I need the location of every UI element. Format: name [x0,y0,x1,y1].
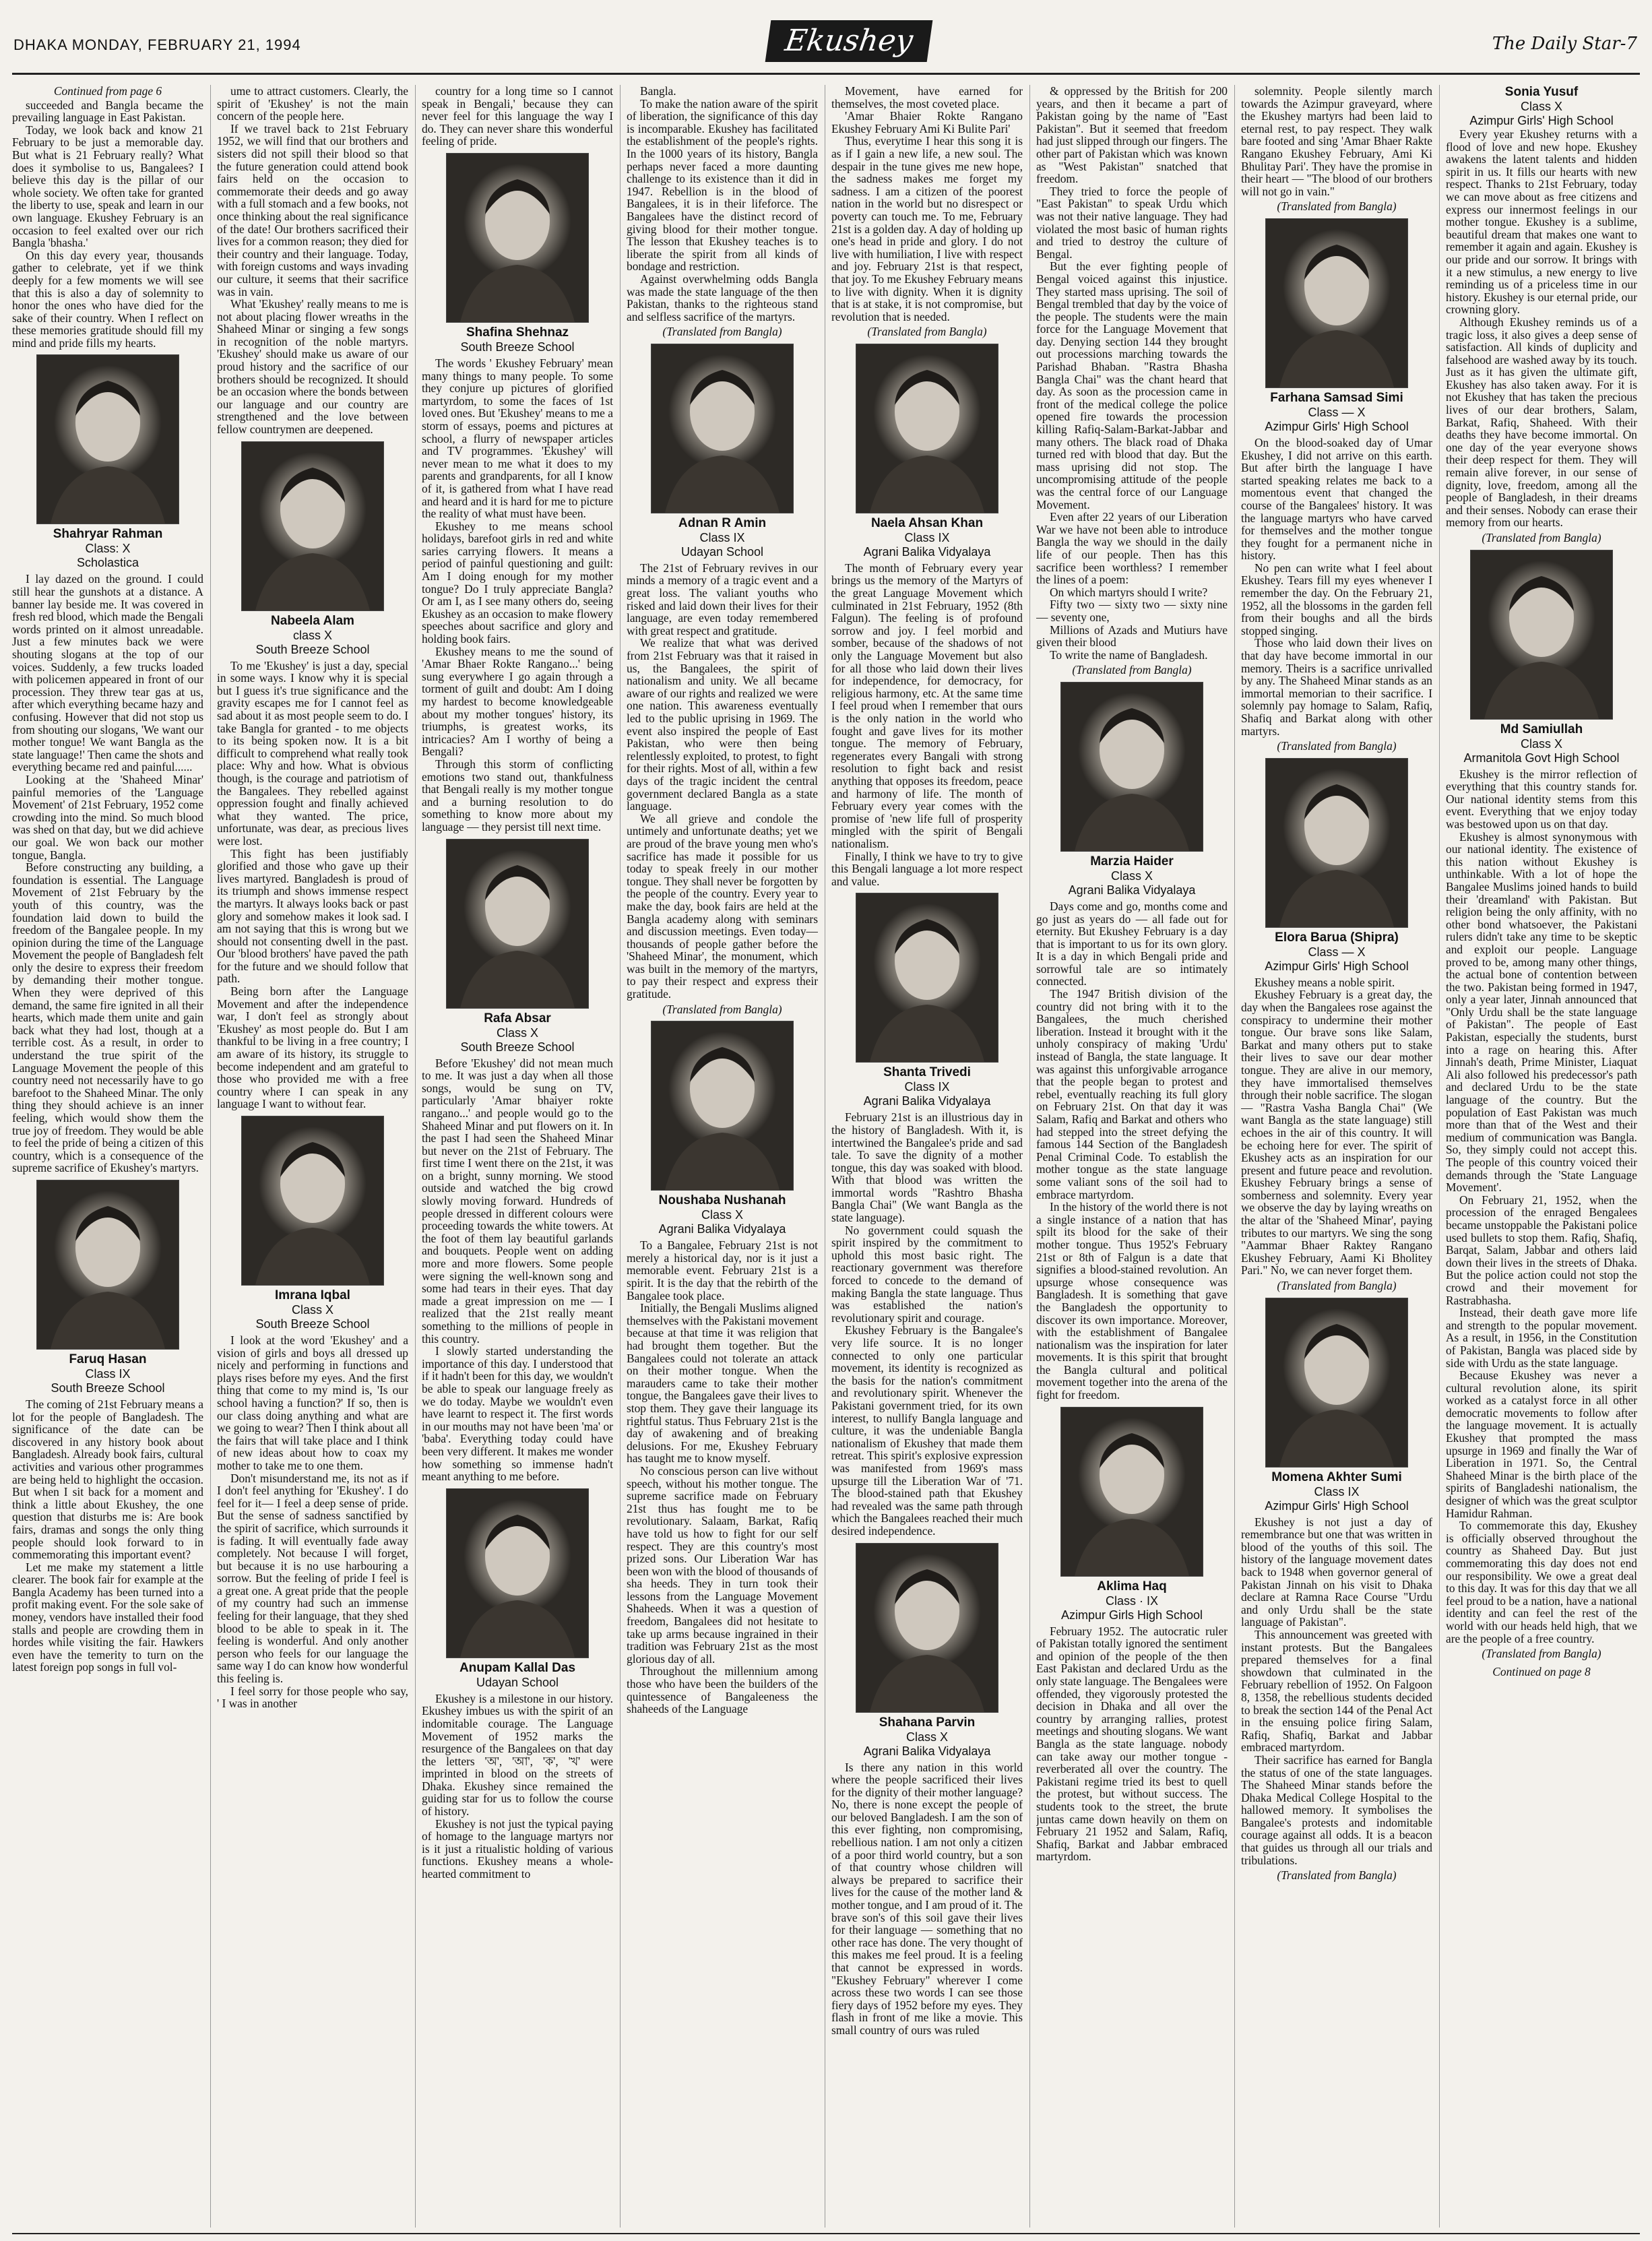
author-portrait [651,344,794,513]
paragraph: Even after 22 years of our Liberation War we have not been able to introduce Bangla the way we should in the daily life of our people. Then has this sacrifice been worthless? I remember the lines of a poem: [1036,510,1228,587]
author-class: Class IX [904,1080,950,1094]
author-name: Nabeela Alam [271,613,354,628]
paragraph: February 1952. The autocratic ruler of Pakistan totally ignored the sentiment and opinion of the people of the then East Pakistan and declared Urdu as the only state language. The Bengalees were offended, they vigorously protested the decision in Dhaka and all over the country by arranging rallies, protest meetings and shouting slogans. We want Bangla as the state language. nobody can take away our mother tongue - reverberated all over the country. The Pakistani regime tried its best to quell the protest, but without success. The students took to the street, the brute juntas came down heavily on them on February 21 1952 and Salam, Rafiq, Shafiq, Barkat and Jabbar embraced martyrdom. [1036,1624,1228,1864]
author-school: Azimpur Girls High School [1060,1608,1203,1622]
continuation-note: Continued on page 8 [1492,1664,1591,1678]
author-name: Shanta Trivedi [883,1065,971,1080]
author-name: Anupam Kallal Das [459,1660,576,1675]
author-portrait [1060,1407,1203,1577]
column-separator [1439,85,1440,2228]
author-byline [12,1180,203,1395]
paragraph: Finally, I think we have to try to give this Bengali language a lot more respect and value. [831,849,1023,888]
paragraph: Ekushey to me means school holidays, barefoot girls in red and white saries carrying flowers. It means a period of painful questioning and guilt: Am I doing enough for my mother tongue? Do I truly appreciate Bangla? Or am I, as I see many others do, seeing Ekushey as an occasion to make flowery speeches about sacrifice and glory and holding book fairs. [422,519,613,646]
author-portrait [1265,758,1408,928]
author-class: Class IX [1314,1484,1360,1498]
author-class: Class IX [699,530,745,544]
paragraph: On this day every year, thousands gather to celebrate, yet if we think deeply for a few moments we will see that this is also a day of solemnity to honor the ones who have died for the sake of their country. When I reflect on these memories gratitude should fill my mind and pride fills my hearts. [12,248,203,350]
paragraph: Because Ekushey was never a cultural revolution alone, its spirit worked as a catalyst force in all other democratic movements to follow after the language movement. It is actually Ekushey that prompted the mass upsurge in 1969 and finally the War of Liberation in 1971. So, the Central Shaheed Minar is the birth place of the spirits of Bangladeshi nationalism, the designer of which was the great sculptor Hamidur Rahman. [1446,1368,1637,1520]
paragraph: Ekushey is not just the typical paying of homage to the language martyrs nor is it just a ritualistic holding of various functions. Ekushey means a whole-hearted commitment to [422,1817,613,1881]
paragraph: We realize that what was derived from 21st February was that it raised in us, the Bangalees, the spirit of nationalism and unity. We all became aware of our rights and realized we were one nation. This awareness eventually led to the public uprising in 1969. The event also inspired the people of East Pakistan, who were then being relentlessly exploited, to protest, to fight for their rights. Most of all, within a few days of the tragic incident the central government declared Bangla as a state language. [627,636,818,813]
paragraph: Initially, the Bengali Muslims aligned themselves with the Pakistani movement because at that time it was religion that had brought them together. But the Bangalees could not tolerate an attack on their mother tongue. When the marauders came to take their mother tongue, the Bangalees gave their lives to stop them. They gave their language its rightful status. Thus February 21st is the day of awakening and of breaking delusions. For me, Ekushey February has taught me to know myself. [627,1301,818,1465]
paragraph: Is there any nation in this world where the people sacrificed their lives for the dignity of their mother language? No, there is none except the people of our beloved Bangladesh. I am the son of this ever fighting, non compromising, rebellious nation. I am not only a citizen of a poor third world country, but a son of that country whose children will always be prepared to sacrifice their lives for the cause of the mother land & mother tongue, and I am proud of it. The brave son's of this soil gave their lives for their language — something that no other race has done. The very thought of this makes me feel proud. It is a feeling that cannot be expressed in words. "Ekushey February" wherever I come across these two words I can see those fiery days of 1952 before my eyes. They flash in front of me like a movie. This small country of ours was ruled [831,1760,1023,2037]
paragraph: February 21st is an illustrious day in the history of Bangladesh. With it, is intertwined the Bangalee's pride and sad tale. To save the dignity of a mother tongue, this day was soaked with blood. With that blood was written the immortal words "Rashtro Bhasha Bangla Chai" (We want Bangla as the state language). [831,1110,1023,1225]
paragraph: On the blood-soaked day of Umar Ekushey, I did not arrive on this earth. But after birth the language I have started speaking relates me back to a momentous event that changed the course of the Bangalees' history. It was the language martyrs who have carved for themselves and the mother tongue they fought for a permanent niche in history. [1241,435,1432,563]
column-6 [1036,85,1228,2228]
author-portrait [446,153,589,323]
paragraph: 'Amar Bhaier Rokte Rangano Ekushey February Ami Ki Bulite Pari' [831,109,1023,135]
author-name: Shahryar Rahman [53,527,163,542]
author-class: Class X [1520,100,1562,113]
paragraph: Before constructing any building, a foundation is essential. The Language Movement of 21st February by the youth of this country, was the foundation laid down to build the freedom of the Bangalee people. In my opinion during the time of the Language Movement the people of Bangladesh felt only the desire to express their freedom by demanding their mother tongue. When they were deprived of this demand, the same fire ignited in all their hearts, which made them unite and gain back what they had lost, though at a terrible cost. As a result, in order to understand the true spirit of the Language Movement the people of this country need not necessarily have to go barefoot to the Shaheed Minar. The only thing they should achieve is an inner feeling, which would show them the true joy of freedom. They would be able to feel the pride of being a citizen of this country, which is a consequence of the supreme sacrifice of Ekushey's martyrs. [12,860,203,1175]
translation-note: (Translated from Bangla) [662,325,782,339]
paragraph: Let me make my statement a little clearer. The book fair for example at the Bangla Academy has been turned into a profit making event. For the sole sake of money, vendors have installed their food stalls and people are crowding them in hordes while visiting the fair. Hawkers even have the temerity to turn on the latest foreign pop songs in full vol- [12,1560,203,1674]
paragraph: Instead, their death gave more life and strength to the popular movement. As a result, in 1956, in the Constitution of Pakistan, Bangla was placed side by side with Urdu as the state language. [1446,1306,1637,1370]
author-portrait [36,354,179,524]
paragraph: Ekushey is not just a day of remembrance but one that was written in blood of the youths of this soil. The history of the language movement dates back to 1948 when governor general of Pakistan Jinnah on his visit to Dhaka declare at Ramna Race Course "Urdu and only Urdu shall be the state language of Pakistan". [1241,1515,1432,1629]
masthead-rule [12,73,1640,75]
author-byline [12,354,203,570]
paragraph: I lay dazed on the ground. I could still hear the gunshots at a distance. A banner lay beside me. It was covered in fresh red blood, which made the Bengali words printed on it almost unreadable. Just a few minutes back we were shouting slogans at the top of our voices. Suddenly, a few trucks loaded with policemen appeared in front of our procession. They threw tear gas at us, after which everything became hazy and confusing. However that did not stop us from shouting our slogans, 'We want our mother tongue! We want Bangla as the state language!' Then came the shots and everything became red and painful...... [12,572,203,774]
author-class: Class X [1110,869,1153,883]
translation-note: (Translated from Bangla) [1277,739,1397,753]
masthead [0,0,1652,75]
author-byline [1446,550,1637,765]
author-byline [217,441,408,657]
author-byline [1241,758,1432,974]
author-school: South Breeze School [255,1317,370,1331]
paragraph: Days come and go, months come and go just as years do — all fade out for eternity. But Ekushey February is a day that is important to us for its own glory. It is a day in which Bengali pride and sorrowful tale are so intimately connected. [1036,899,1228,988]
author-byline [627,344,818,559]
paragraph: I feel sorry for those people who say, ' I was in another [217,1684,408,1711]
author-name: Adnan R Amin [678,515,767,530]
paragraph: This announcement was greeted with instant protests. But the Bangalees prepared themselves for a final showdown that culminated in the February rebellion of 1952. On Falgoon 8, 1358, the rebellious students decided to break the section 144 of the Penal Act in the ensuing police firing Salam, Rafiq, Shafiq, Barkat and Jabbar embraced martyrdom. [1241,1627,1432,1755]
column-4 [627,85,818,2228]
column-7 [1241,85,1432,2228]
paragraph: Fifty two — sixty two — sixty nine — seventy one, [1036,598,1228,624]
author-class: Class X [496,1025,538,1040]
author-class: Class IX [85,1366,131,1381]
author-byline [831,344,1023,559]
author-name: Elora Barua (Shipra) [1275,930,1399,945]
paragraph: They tried to force the people of "East Pakistan" to speak Urdu which was not their native language. They had violated the most basic of human rights and tried to destroy the culture of Bengal. [1036,184,1228,261]
author-school: Udayan School [680,544,764,559]
paragraph: Don't misunderstand me, its not as if I don't feel anything for 'Ekushey'. I do feel for it— I feel a deep sense of pride. But the sense of sadness sanctified by the spirit of sacrifice, which surrounds it is fading. It will eventually fade away completely. Not because I will forget, but because it is no use harbouring a sorrow. But the feeling of pride I feel is a great one. A great pride that the people of my country had such an immense feeling for their language, that they shed blood to be able to speak in it. The feeling is wonderful. And only another person who feels for our language the same way I do can know how wonderful this feeling is. [217,1471,408,1686]
paragraph: The coming of 21st February means a lot for the people of Bangladesh. The significance of the date can be discovered in any history book about Bangladesh. Already book fairs, cultural activities and various other programmes are being held to highlight the occasion. But when I sit back for a moment and think a little about Ekushey, the one question that disturbs me is: Are book fairs, dramas and songs the only thing people should look forward to in commemorating this important event? [12,1397,203,1562]
author-school: South Breeze School [51,1381,165,1395]
paragraph: The 1947 British division of the country did not bring with it to the Bangalees, the much cherished liberation. Instead it brought with it the unholy conspiracy of making 'Urdu' instead of Bangla, the state language. It was against this unforgivable arrogance that the people began to protest and rebel, eventually reaching its full glory on February 21st. On that day it was Salam, Rafiq and Barkat and others who had stepped into the street defying the famous 144 Section of the Bangladesh Penal Criminal Code. To establish the mother tongue as the state language some valiant sons of the soil had to embrace martyrdom. [1036,987,1228,1201]
author-school: Azimpur Girls' High School [1265,1498,1409,1513]
column-separator [620,85,621,2228]
paragraph: Movement, have earned for themselves, the most coveted place. [831,85,1023,111]
paragraph: Ekushey means to me the sound of 'Amar Bhaer Rokte Rangano...' being sung everywhere I go again through a torment of guilt and doubt: Am I doing my hardest to become knowledgeable about my mother tongues' history, its triumphs, is greatest works, its intricacies? Am I worthy of being a Bengali? [422,644,613,759]
column-3 [422,85,613,2228]
paragraph: Being born after the Language Movement and after the independence war, I don't feel as strongly about 'Ekushey' as most people do. But I am thankful to be living in a free country; I am aware of its history, its struggle to become independent and am grateful to those who provided me with a free country where I can speak in any language I want to without fear. [217,984,408,1111]
footer-rule [12,2233,1640,2234]
author-byline [217,1116,408,1331]
author-name: Noushaba Nushanah [658,1193,786,1208]
paragraph: No conscious person can live without speech, without his mother tongue. The supreme sacrifice made on February 21st thus has fought me to be revolutionary. Salaam, Barkat, Rafiq have told us how to fight for our self respect. They are this country's most prized sons. Our Liberation War has been won with the blood of thousands of sha heeds. They in turn took their lessons from the Language Movement Shaheeds. When it was a question of freedom, Bangalees did not hesitate to take up arms because ingrained in their tradition was February 21st as the most glorious day of all. [627,1463,818,1666]
column-8 [1446,85,1637,2228]
author-name: Faruq Hasan [69,1352,147,1366]
paragraph: I look at the word 'Ekushey' and a vision of girls and boys all dressed up nicely and performing in functions and plays rises before my eyes. And the first thing that come to my mind is, 'Is our school having a function?' If so, then is our class doing anything and what are we going to wear? Then I think about all the fairs that will take place and I think of new ideas about how to coax my mother to take me to one them. [217,1333,408,1472]
author-class: class X [292,628,333,642]
paragraph: Millions of Azads and Mutiurs have given their blood [1036,623,1228,650]
paragraph: To a Bangalee, February 21st is not merely a historical day, nor is it just a memorable event. February 21st is a spirit. It is the day that the rebirth of the Bangalee took place. [627,1238,818,1302]
author-byline [422,1488,613,1690]
paragraph: country for a long time so I cannot speak in Bengali,' because they can never feel for this language the way I do. They can never share this wonderful feeling of pride. [422,85,613,148]
column-5 [831,85,1023,2228]
continuation-note: Continued from page 6 [53,85,162,98]
paragraph: We all grieve and condole the untimely and unfortunate deaths; yet we are proud of the brave young men who's sacrifice has made it possible for us today to speak freely in our mother tongue. They shall never be forgotten by the people of the country. Every year to make the day, book fairs are held at the Bangla academy along with seminars and discussion meetings. Even today— thousands of people gather before the 'Shaheed Minar', the monument, which was built in the memory of the martyrs, to pay their respect and express their gratitude. [627,811,818,1001]
paragraph: Bangla. [640,85,676,98]
author-portrait [1265,1298,1408,1467]
paragraph: This fight has been justifiably glorified and those who gave up their lives martyred. Bangladesh is proud of its triumph and shows immense respect the martyrs. It always looks back or past glory and somehow makes it look sad. I am not saying that this is wrong but we should not consenting dwell in the past. Our 'blood brothers' have paved the path for the future and we should follow that path. [217,846,408,986]
author-school: Agrani Balika Vidyalaya [863,1094,991,1108]
author-portrait [241,1116,384,1286]
author-portrait [241,441,384,611]
translation-note: (Translated from Bangla) [1482,531,1601,544]
paragraph: What 'Ekushey' really means to me is not about placing flower wreaths in the Shaheed Minar or singing a few songs in recognition of the noble martyrs. 'Ekushey' should make us aware of our proud history and the sacrifice of our brothers should be recognized. It should be an occasion where the bonds between our language and our country are strengthened and the love between fellow countrymen are deepened. [217,297,408,437]
section-title: Ekushey [765,20,933,62]
author-portrait [36,1180,179,1350]
author-name: Aklima Haq [1097,1579,1167,1593]
translation-note: (Translated from Bangla) [1482,1647,1601,1661]
author-portrait [856,893,998,1063]
paragraph: Every year Ekushey returns with a flood of love and new hope. Ekushey awakens the latent talents and hidden spirit in us. It fills our hearts with new respect. Thanks to 21st February, today we can move about as free citizens and express our innermost feelings in our mother tongue. Ekushey is a sublime, beautiful dream that makes one want to remember it again and again. Ekushey is our pride and our sorrow. It brings with it a new stimulus, a new energy to live reminding us of a priceless time in our history. Ekushey is our eternal pride, our crowning glory. [1446,127,1637,317]
paragraph: Throughout the millennium among those who have been the builders of the quintessence of Bangaleeness the shaheeds of the Language [627,1664,818,1716]
author-class: Class X [701,1208,743,1222]
paragraph: Against overwhelming odds Bangla was made the state language of the then Pakistan, thanks to the righteous stand and selfless sacrifice of the martyrs. [627,272,818,323]
author-class: Class — X [1308,945,1366,959]
author-portrait [1060,682,1203,852]
author-school: Agrani Balika Vidyalaya [863,544,991,559]
author-school: Agrani Balika Vidyalaya [1068,883,1196,897]
paragraph: On which martyrs should I write? [1050,585,1208,599]
author-school: Azimpur Girls' High School [1469,114,1614,127]
paragraph: Today, we look back and know 21 February to be just a memorable day. But what is 21 February really? What does it symbolise to us, Bangalees? I believe this day is the pillar of our whole society. We often take for granted the liberty to use, speak and learn in our own language. Ekushey February is an occasion to feel exalted over our rich Bangla 'bhasha.' [12,123,203,250]
author-class: Class X [906,1730,948,1744]
paragraph: Ekushey is almost synonymous with our national identity. The existence of this nation without Ekushey is unthinkable. With a lot of hope the Bangalee Muslims joined hands to build their 'dreamland' with Pakistan. But religion being the only affinity, with no other bond whatsoever, the Pakistani rulers didn't take any time to be skeptic and exploit our people. Language proved to be, among many other things, the actual bone of contention between the two. Pakistan being formed in 1947, only a year later, Jinnah announced that "Only Urdu shall be the state language of Pakistan". The people of East Pakistan, especially the students, burst into a rage on hearing this. After Jinnah's death, Prime Minister, Liaquat Ali also followed his predecessor's path and declared Urdu to be the state language of the country. But the population of East Pakistan was much more than that of the West and their medium of communication was Bangla. So, they simply could not accept this. The people of this country voiced their demands through the 'State Language Movement'. [1446,829,1637,1195]
paragraph: The words ' Ekushey February' mean many things to many people. To some they conjure up pictures of glorified martyrdom, to some the faces of 1st loved ones. But 'Ekushey' means to me a storm of essays, poems and pictures at school, a flurry of newspaper articles and TV programmes. 'Ekushey' will never mean to me what it does to my parents and grandparents, for all I know of it, is gathered from what I have read and heard and it is hard for me to picture the reality of what must have been. [422,356,613,521]
paragraph: To me 'Ekushey' is just a day, special in some ways. I know why it is special but I guess it's true significance and the gravity escapes me for I cannot feel as sad about it as most people seem to do. I take Bangla for granted - to me objects to its being spoken now. It is a bit difficult to comprehend what really took place: Why and how. What is obvious though, is the courage and patriotism of the Bangalees. They rebelled against oppression fought and finally achieved what they wanted. The price, unfortunate, was dear, as precious lives were lost. [217,658,408,848]
paragraph: ume to attract customers. Clearly, the spirit of 'Ekushey' is not the main concern of the people here. [217,85,408,123]
paragraph: Although Ekushey reminds us of a tragic loss, it also gives a deep sense of satisfaction. All kinds of duplicity and falsehood are washed away by its touch. Just as it has given the ultimate gift, Ekushey has also taken away. For it is not Ekushey that has taken the precious lives of our dear brothers, Salam, Barkat, Rafiq, Shaheed. With their deaths they have become immortal. On one day of the year everyone shows their deep respect for them. They will remain alive forever, in our sense of dignity, love, freedom, among all the people of Bangladesh, in their dreams and their senses. Nobody can erase their memory from our hearts. [1446,315,1637,530]
paragraph: On February 21, 1952, when the procession of the enraged Bengalees became unstoppable the Pakistani police used bullets to stop them. Rafiq, Shafiq, Barqat, Salam, Jabbar and others laid down their lives in the streets of Dhaka. But the police action could not stop the crowd and their movement for Rastrabhasha. [1446,1193,1637,1307]
paragraph: Ekushey is the mirror reflection of everything that this country stands for. Our national identity stems from this event. Everything that we enjoy today was bestowed upon us on that day. [1446,767,1637,831]
paragraph: To commemorate this day, Ekushey is officially observed throughout the country as Shaheed Day. But just commemorating this day does not end our responsibility. We owe a great deal to this day. It was for this day that we all feel proud to be a nation, have a national identity and can feel the rest of the world with our heads held high, that we are the people of a free country. [1446,1519,1637,1645]
author-portrait [446,1488,589,1658]
author-school: Scholastica [76,556,139,570]
author-portrait [856,1543,998,1713]
column-separator [415,85,416,2228]
translation-note: (Translated from Bangla) [867,325,987,339]
paragraph: But the ever fighting people of Bengal voiced against this injustice. They started mass uprising. The soil of Bengal trembled that day by the voice of the people. The students were the main force for the Language Movement that day. Denying section 144 they brought out processions marching towards the Parishad Bhaban. "Rastra Bhasha Bangla Chai" was the chant heard that day. As soon as the procession came in front of the medical college the police opened fire towards the procession killing Rafiq-Salam-Barkat-Jabbar and many others. The black road of Dhaka turned red with blood that day. But the mass uprising did not stop. The uncompromising attitude of the people was the central force of our Language Movement. [1036,259,1228,511]
paragraph: Before 'Ekushey' did not mean much to me. It was just a day when all those songs, would be sung on TV, particularly 'Amar bhaiyer rokte rangano...' and people would go to the Shaheed Minar and put flowers on it. In the past I had seen the Shaheed Minar but never on the 21st of February. The first time I went there on the 21st, it was on a bright, sunny morning. We stood outside and watched the big crowd slowly moving forward. Hundreds of people dressed in different colours were proceeding towards the white towers. At the foot of them lay beautiful garlands and bouquets. People went on adding more and more flowers. Some people were signing the well-known song and some had tears in their eyes. That day made a great impression on me — I realized that the 21st really meant something to the millions of people in this country. [422,1056,613,1346]
dateline: DHAKA MONDAY, FEBRUARY 21, 1994 [13,36,301,53]
paragraph: No government could squash the spirit inspired by the commitment to uphold this most basic right. The reactionary government was therefore forced to concede to the demand of making Bangla the state language. Thus was established the nation's revolutionary spirit and courage. [831,1223,1023,1325]
author-portrait [446,839,589,1009]
author-byline [422,153,613,354]
paragraph: The 21st of February revives in our minds a memory of a tragic event and a great loss. The valiant youths who risked and laid down their lives for their language, are even today remembered with great respect and gratitude. [627,561,818,637]
author-school: Agrani Balika Vidyalaya [863,1744,991,1758]
paper-page-label: The Daily Star-7 [1492,34,1637,54]
author-class: Class IX [904,530,950,544]
author-class: Class — X [1308,405,1366,419]
author-school: South Breeze School [460,1040,575,1054]
paragraph: No pen can write what I feel about Ekushey. Tears fill my eyes whenever I remember the day. On the February 21, 1952, all the blossoms in the garden fell from their boughs and all the birds stopped singing. [1241,561,1432,637]
translation-note: (Translated from Bangla) [1277,1279,1397,1293]
author-class: Class X [1520,736,1562,751]
author-byline [627,1021,818,1236]
author-byline [831,893,1023,1108]
author-byline [1036,682,1228,897]
paragraph: Ekushey February is a great day, the day when the Bangalees rose against the conspiracy to undermine their mother tongue. Our brave sons like Salam, Barkat and many others put to stake their lives to save our dear mother tongue. They are alive in our memory, they have immortalised themselves through their noble sacrifice. The slogan — "Rastra Vasha Bangla Chai" (We want Bangla as the state language) still echoes in the air of this country. It will be echoing here for ever. The spirit of Ekushey acts as an inspiration for our present and future peace and revolution. Ekushey February brings a sense of somberness and solemnity. Every year we observe the day by laying wreaths on the altar of the 'Shaheed Minar', paying tributes to our martyrs. We sing the song "Aammar Bhaer Raktey Rangano Ekushey February, Aami Ki Bholitey Pari." No, we can never forget them. [1241,988,1432,1277]
paragraph: The month of February every year brings us the memory of the Martyrs of the great Language Movement which culminated in 21st February, 1952 (8th Falgun). The feeling is of profound sorrow and joy. I feel morbid and somber, because of the shadows of not only the Language Movement but also for all those who laid down their lives for independence, for democracy, for religious harmony, etc. At the same time I feel proud when I remember that ours is the only nation in the world who fought and gave lives for its mother tongue. The memory of February, regenerates every Bangali with strong resolution to fight back and resist anything that opposes its freedom, peace and harmony of life. The month of February every year comes with the promise of 'new life full of prosperity mingled with the spirit of Bengali nationalism. [831,561,1023,850]
author-school: Udayan School [476,1675,559,1689]
paragraph: Ekushey is a milestone in our history. Ekushey imbues us with the spirit of an indomitable courage. The Language Movement of 1952 marks the resurgence of the Bangalees on that day the letters 'অ', 'আ', 'ক', 'খ' were imprinted in blood on the streets of Dhaka. Ekushey since remained the guiding star for us to follow the course of history. [422,1691,613,1819]
paragraph: Their sacrifice has earned for Bangla the status of one of the state languages. The Shaheed Minar stands before the Dhaka Medical College Hospital to the hallowed memory. It symbolises the Bangalee's protests and indomitable courage against all odds. It is a beacon that guides us through all our trials and tribulations. [1241,1753,1432,1867]
author-school: South Breeze School [255,642,370,656]
translation-note: (Translated from Bangla) [1277,1868,1397,1883]
translation-note: (Translated from Bangla) [1277,199,1397,214]
translation-note: (Translated from Bangla) [662,1002,782,1016]
paragraph: I slowly started understanding the importance of this day. I understood that if it hadn't been for this day, we wouldn't be able to speak our language freely as we do today. Maybe we wouldn't even have learnt to respect it. The first words in our mouths may not have been 'ma' or 'baba'. Everything today could have been very different. It makes me wonder how something so immense hadn't meant anything to me before. [422,1344,613,1484]
author-byline [1241,218,1432,434]
translation-note: (Translated from Bangla) [1072,663,1192,677]
author-name: Naela Ahsan Khan [870,515,984,530]
column-separator [210,85,211,2228]
author-name: Momena Akhter Sumi [1271,1470,1402,1484]
author-portrait [651,1021,794,1191]
paragraph: If we travel back to 21st February 1952, we will find that our brothers and sisters did not spill their blood so that the future generation could attend book fairs held on the occasion to commemorate their deeds and go away with a full stomach and a few books, not once thinking about the real significance of the date! Our brothers sacrificed their lives for a common reason; they died for their country and their language. Today, with foreign customs and ways invading our culture, it seems that their sacrifice was in vain. [217,121,408,298]
paragraph: Thus, everytime I hear this song it is as if I gain a new life, a new soul. The despair in the tune gives me new hope, the sadness makes me forget my sadness. I am a citizen of the poorest nation in the world but no disrespect or poverty can touch me. To me, February 21st is a golden day. A day of holding up one's head in pride and glory. I do not live with humiliation, I live with respect and joy. February 21st is that respect, that joy. To me Ekushey February means to live with dignity. When it is dignity that is at stake, it is not compromise, but revolution that is needed. [831,134,1023,323]
paragraph: Ekushey means a noble spirit. [1254,975,1395,989]
column-separator [1234,85,1235,2228]
author-name: Md Samiullah [1500,722,1583,736]
paragraph: succeeded and Bangla became the prevailing language in East Pakistan. [12,98,203,125]
author-school: Azimpur Girls' High School [1265,419,1409,433]
paragraph: To make the nation aware of the spirit of liberation, the significance of this day is incomparable. Ekushey has facilitated the establishment of the people's rights. In the 1000 years of its history, Bangla perhaps never faced a more daunting challenge to its existence than it did in 1947. Rebellion is in the blood of Bangalees, it is in their lifeforce. The Bangalees have the distinct record of giving blood for their mother tongue. The lesson that Ekushey teaches is to liberate the spirit from all kinds of bondage and restriction. [627,96,818,274]
paragraph: solemnity. People silently march towards the Azimpur graveyard, where the Ekushey martyrs had been laid to eternal rest, to pay respect. They walk bare footed and sing 'Amar Bhaer Rakte Rangano Ekushey February, Ami Ki Bhulitay Pari'. They have the promise in their heart — "The blood of our brothers will not go in vain." [1241,85,1432,198]
author-byline [422,839,613,1054]
author-portrait [856,344,998,513]
author-portrait [1470,550,1613,720]
author-name: Shahana Parvin [879,1715,976,1730]
author-school: Armanitola Govt High School [1463,751,1620,765]
author-school: South Breeze School [460,340,575,354]
column-2 [217,85,408,2228]
author-school: Agrani Balika Vidyalaya [658,1222,786,1236]
author-name: Rafa Absar [484,1011,551,1025]
author-class: Class: X [85,542,131,556]
author-school: Azimpur Girls' High School [1265,959,1409,973]
author-portrait [1265,218,1408,388]
paragraph: To write the name of Bangladesh. [1050,648,1208,662]
paragraph: Ekushey February is the Bangalee's very life source. It is no longer connected to only one particular movement, its identity is recognized as the basis for the nation's commitment and revolutionary spirit. Whenever the Pakistani government tried, for its own interest, to nullify Bangla language and culture, it was the undeniable Bangla nationalism of Ekushey that made them retreat. This spirit's explosive expression was manifested from 1969's mass upsurge till the Liberation War of '71. The blood-stained path that Ekushey had revealed was the same path through which the Bangalees reached their much desired independence. [831,1323,1023,1538]
paragraph: & oppressed by the British for 200 years, and then it became a part of Pakistan going by the name of "East Pakistan". But it seemed that freedom had just slipped through our fingers. The other part of Pakistan which was known as "West Pakistan" snatched that freedom. [1036,85,1228,186]
author-byline [831,1543,1023,1759]
author-name: Sonia Yusuf [1504,85,1579,99]
column-separator [1029,85,1030,2228]
paragraph: Through this storm of conflicting emotions two stand out, thankfulness that Bengali really is my mother tongue and a burning resolution to do something to know more about my language — they persist till next time. [422,757,613,833]
column-1 [12,85,203,2228]
author-name: Shafina Shehnaz [466,325,569,340]
author-class: Class X [291,1303,333,1317]
author-byline [1241,1298,1432,1513]
paragraph: Those who laid down their lives on that day have become immortal in our memory. Theirs is a sacrifice unrivalled by any. The Shaheed Minar stands as an immortal memorian to their sacrifice. I solemnly pay homage to Salam, Rafiq, Shafiq and Barkat along with other martyrs. [1241,636,1432,738]
paragraph: In the history of the world there is not a single instance of a nation that has spilt its blood for the sake of their mother tongue. Thus 1952's February 21st or 8th of Falgun is a date that signifies a blood-stained revolution. An upsurge whose consequence was Bangladesh. It is something that gave the Bangladesh the opportunity to discover its own importance. Moreover, with the establishment of Bangalee nationalism was the inspiration for later movements. It is this spirit that brought the Bangla cultural and political movement together into the arena of the fight for freedom. [1036,1200,1228,1402]
author-byline [1036,1407,1228,1622]
author-name: Marzia Haider [1090,854,1174,869]
author-name: Imrana Iqbal [275,1288,350,1302]
author-class: Class · IX [1105,1593,1158,1608]
author-name: Farhana Samsad Simi [1270,390,1403,405]
paragraph: Looking at the 'Shaheed Minar' painful memories of the 'Language Movement' of 21st February, 1952 come crowding into the mind. So much blood was shed on that day, but we did achieve our goal. We won back our mother tongue, Bangla. [12,772,203,862]
